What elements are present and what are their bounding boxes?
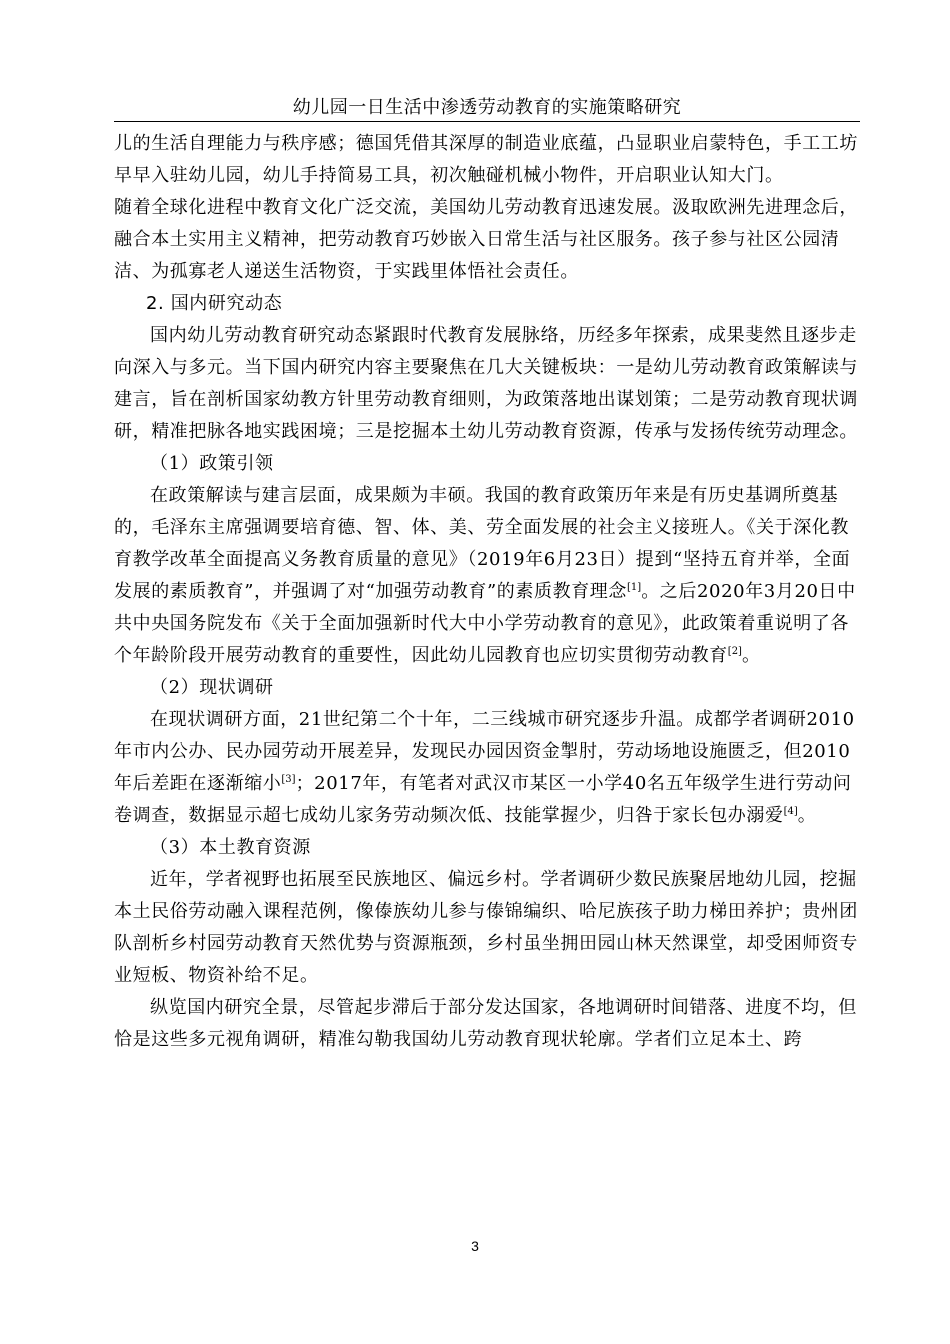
header-rule <box>114 121 860 122</box>
paragraph: 近年，学者视野也拓展至民族地区、偏远乡村。学者调研少数民族聚居地幼儿园，挖掘本土民俗劳动融入课程范例，像傣族幼儿参与傣锦编织、哈尼族孩子助力梯田养护；贵州团队剖析乡村园劳动教育天然优势与资源瓶颈，乡村虽坐拥田园山林天然课堂，却受困师资专业短板、物资补给不足。 <box>114 869 858 986</box>
citation-marker: [2] <box>727 646 742 657</box>
section-heading: 2. 国内研究动态 <box>146 293 283 314</box>
paragraph-text: 。 <box>741 645 761 666</box>
subsection-heading: （1）政策引领 <box>150 453 274 474</box>
citation-marker: [3] <box>281 774 296 785</box>
paragraph-text: 。之后2020年3月20日中共中央国务院发布《关于全面加强新时代大中小学劳动教育的意见》，此政策着重说明了各个年龄阶段开展劳动教育的重要性，因此幼儿园教育也应切实贯彻劳动教育 <box>114 581 856 666</box>
paragraph: 纵览国内研究全景，尽管起步滞后于部分发达国家，各地调研时间错落、进度不均，但恰是这些多元视角调研，精准勾勒我国幼儿劳动教育现状轮廓。学者们立足本土、跨 <box>114 997 857 1050</box>
paragraph-text: 。 <box>797 805 817 826</box>
subsection-heading: （3）本土教育资源 <box>150 837 311 858</box>
document-body <box>114 128 864 1056</box>
subsection-heading: （2）现状调研 <box>150 677 274 698</box>
paragraph-text: 在政策解读与建言层面，成果颇为丰硕。我国的教育政策历年来是有历史基调所奠基的，毛泽东主席强调要培育德、智、体、美、劳全面发展的社会主义接班人。《关于深化教育教学改革全面提高义务教育质量的意见》（2019年6月23日）提到“坚持五育并举，全面发展的素质教育”，并强调了对“加强劳动教育”的素质教育理念 <box>114 485 851 602</box>
paragraph-text: ；2017年，有笔者对武汉市某区一小学40名五年级学生进行劳动问卷调查，数据显示超七成幼儿家务劳动频次低、技能掌握少，归咎于家长包办溺爱 <box>114 773 852 826</box>
paragraph: 随着全球化进程中教育文化广泛交流，美国幼儿劳动教育迅速发展。汲取欧洲先进理念后，融合本土实用主义精神，把劳动教育巧妙嵌入日常生活与社区服务。孩子参与社区公园清洁、为孤寡老人递送生活物资，于实践里体悟社会责任。 <box>114 197 858 282</box>
citation-marker: [1] <box>627 582 642 593</box>
paragraph: 儿的生活自理能力与秩序感；德国凭借其深厚的制造业底蕴，凸显职业启蒙特色，手工工坊早早入驻幼儿园，幼儿手持简易工具，初次触碰机械小物件，开启职业认知大门。 <box>114 133 858 186</box>
running-header: 幼儿园一日生活中渗透劳动教育的实施策略研究 <box>292 97 682 118</box>
citation-marker: [4] <box>783 806 798 817</box>
paragraph-text: 在现状调研方面，21世纪第二个十年，二三线城市研究逐步升温。成都学者调研2010年市内公办、民办园劳动开展差异，发现民办园因资金掣肘，劳动场地设施匮乏，但2010年后差距在逐渐缩小 <box>114 709 855 794</box>
paragraph <box>114 480 864 672</box>
page-number: 3 <box>471 1238 479 1254</box>
paragraph: 国内幼儿劳动教育研究动态紧跟时代教育发展脉络，历经多年探索，成果斐然且逐步走向深入与多元。当下国内研究内容主要聚焦在几大关键板块：一是幼儿劳动教育政策解读与建言，旨在剖析国家幼教方针里劳动教育细则，为政策落地出谋划策；二是劳动教育现状调研，精准把脉各地实践困境；三是挖掘本土幼儿劳动教育资源，传承与发扬传统劳动理念。 <box>114 325 858 442</box>
paragraph <box>114 704 864 832</box>
